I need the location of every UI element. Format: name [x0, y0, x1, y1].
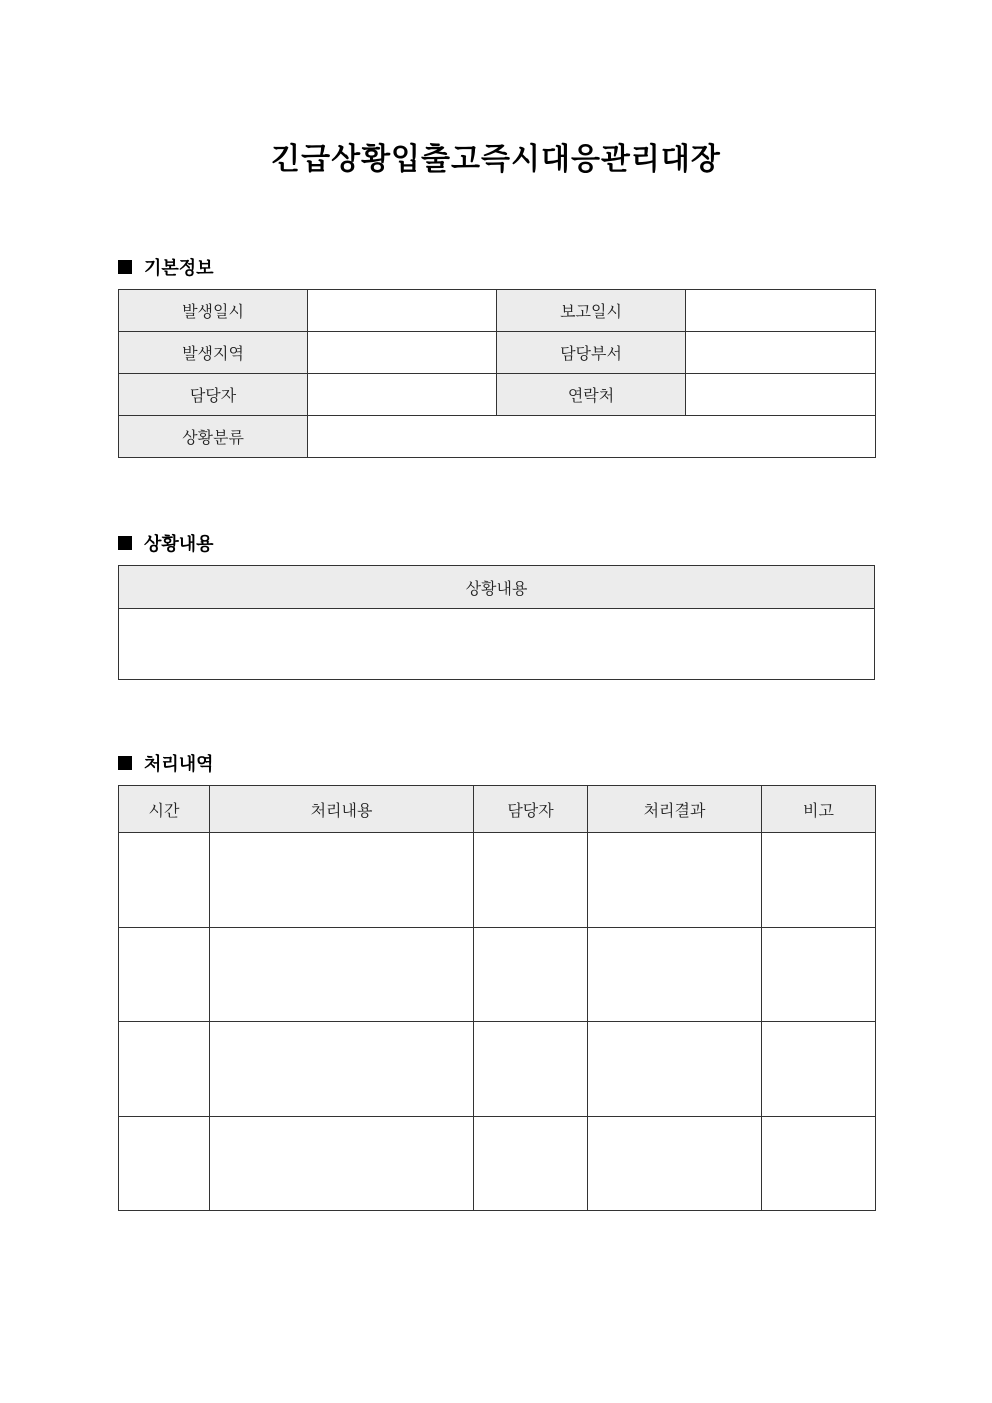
cell-time[interactable]	[119, 928, 210, 1022]
situation-header: 상황내용	[119, 566, 875, 609]
cell-process-result[interactable]	[588, 1022, 762, 1117]
section-situation-heading	[118, 530, 214, 556]
cell-person[interactable]	[474, 833, 588, 928]
cell-time[interactable]	[119, 833, 210, 928]
header-time: 시간	[119, 786, 210, 833]
label-occur-region: 발생지역	[119, 332, 308, 374]
label-department: 담당부서	[497, 332, 686, 374]
square-bullet-icon	[118, 260, 132, 274]
cell-remarks[interactable]	[762, 833, 876, 928]
section-process-label: 처리내역	[144, 754, 214, 775]
cell-process-content[interactable]	[210, 833, 474, 928]
process-table	[118, 785, 876, 1211]
page-title: 긴급상황입출고즉시대응관리대장	[271, 142, 721, 177]
cell-process-result[interactable]	[588, 833, 762, 928]
basic-info-table	[118, 289, 876, 458]
value-report-datetime[interactable]	[686, 290, 876, 332]
header-person: 담당자	[474, 786, 588, 833]
table-row	[119, 928, 876, 1022]
header-process-content: 처리내용	[210, 786, 474, 833]
label-occur-datetime: 발생일시	[119, 290, 308, 332]
cell-person[interactable]	[474, 928, 588, 1022]
value-contact[interactable]	[686, 374, 876, 416]
situation-table	[118, 565, 875, 680]
section-basic-heading	[118, 254, 214, 280]
cell-remarks[interactable]	[762, 1022, 876, 1117]
cell-process-content[interactable]	[210, 928, 474, 1022]
label-contact: 연락처	[497, 374, 686, 416]
table-row	[119, 1022, 876, 1117]
cell-time[interactable]	[119, 1117, 210, 1211]
label-person: 담당자	[119, 374, 308, 416]
square-bullet-icon	[118, 756, 132, 770]
section-process-heading	[118, 750, 214, 776]
cell-process-content[interactable]	[210, 1022, 474, 1117]
cell-person[interactable]	[474, 1022, 588, 1117]
cell-remarks[interactable]	[762, 1117, 876, 1211]
square-bullet-icon	[118, 536, 132, 550]
table-row	[119, 833, 876, 928]
label-category: 상황분류	[119, 416, 308, 458]
situation-content-cell[interactable]	[119, 609, 875, 680]
value-category[interactable]	[308, 416, 876, 458]
cell-time[interactable]	[119, 1022, 210, 1117]
label-report-datetime: 보고일시	[497, 290, 686, 332]
value-person[interactable]	[308, 374, 497, 416]
section-basic-label: 기본정보	[144, 258, 214, 279]
cell-person[interactable]	[474, 1117, 588, 1211]
value-department[interactable]	[686, 332, 876, 374]
cell-remarks[interactable]	[762, 928, 876, 1022]
section-situation-label: 상황내용	[144, 534, 214, 555]
table-row	[119, 1117, 876, 1211]
cell-process-result[interactable]	[588, 928, 762, 1022]
cell-process-content[interactable]	[210, 1117, 474, 1211]
header-process-result: 처리결과	[588, 786, 762, 833]
value-occur-datetime[interactable]	[308, 290, 497, 332]
header-remarks: 비고	[762, 786, 876, 833]
cell-process-result[interactable]	[588, 1117, 762, 1211]
value-occur-region[interactable]	[308, 332, 497, 374]
